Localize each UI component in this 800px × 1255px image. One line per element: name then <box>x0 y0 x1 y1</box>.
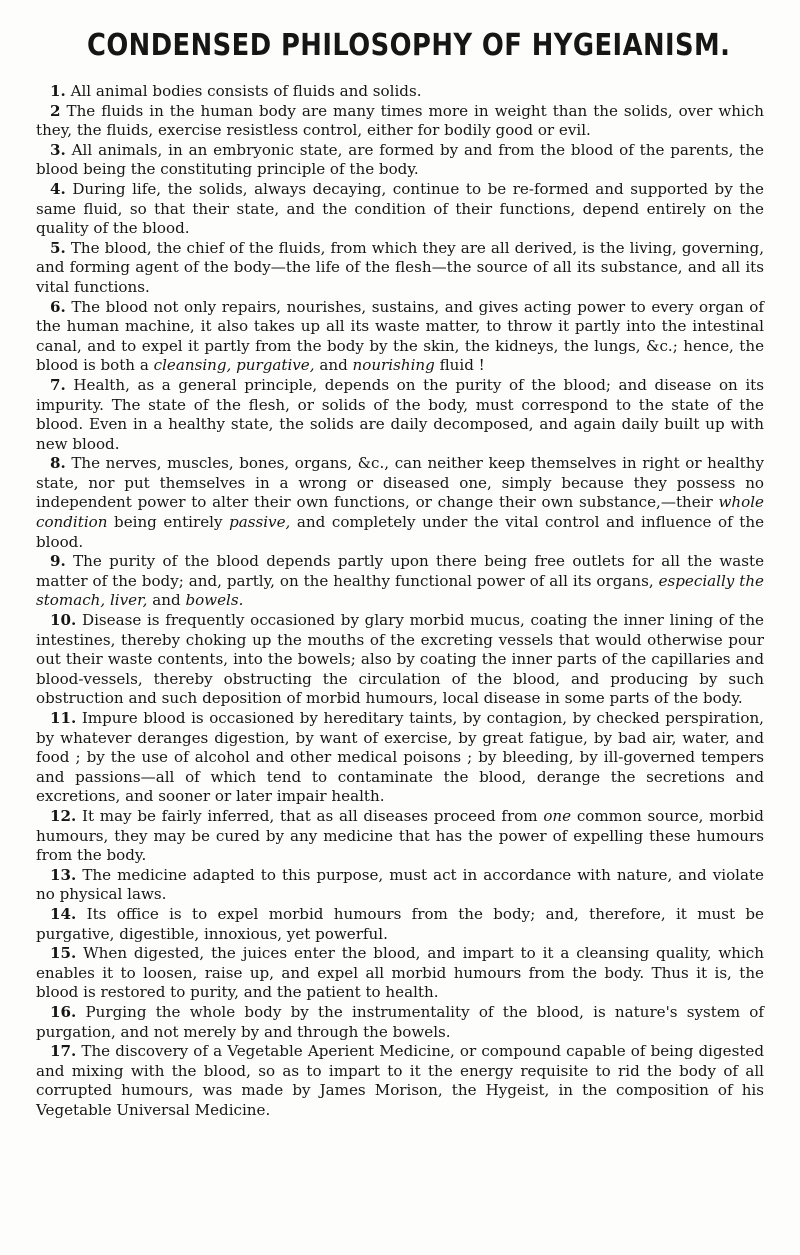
emphasis-text: nourishing <box>352 356 435 375</box>
paragraph <box>36 944 764 1003</box>
paragraph-text: and <box>147 591 186 610</box>
paragraph-text: and completely under the vital control and influence of the blood. <box>36 513 764 551</box>
paragraph-text: common source, morbid humours, they may be cured by any medicine that has the power of expelling these humours from the body. <box>36 806 764 865</box>
paragraph-number: 3. <box>50 140 66 159</box>
paragraph <box>36 298 764 376</box>
paragraph-text: The medicine adapted to this purpose, must act in accordance with nature, and violate no physical laws. <box>36 865 764 904</box>
paragraph <box>36 141 764 180</box>
paragraph-number: 14. <box>50 904 77 923</box>
document-body <box>36 82 764 1120</box>
paragraph-text: The fluids in the human body are many times more in weight than the solids, over which they, the fluids, exercise resistless control, either for bodily good or evil. <box>36 101 764 140</box>
emphasis-text: cleansing, purgative, <box>153 356 315 375</box>
paragraph <box>36 180 764 239</box>
paragraph-text: All animals, in an embryonic state, are formed by and from the blood of the parents, the blood being the constituting principle of the body. <box>36 140 764 179</box>
paragraph-text: Purging the whole body by the instrumentality of the blood, is nature's system of purgation, and not merely by and through the bowels. <box>36 1002 764 1041</box>
paragraph <box>36 807 764 866</box>
paragraph-number: 17. <box>50 1042 77 1061</box>
paragraph-number: 5. <box>50 238 66 257</box>
paragraph-text: Impure blood is occasioned by hereditary taints, by contagion, by checked perspiration, by whatever deranges digestion, by want of exercise, by great fatigue, by bad air, water, and food ; by the use of alcohol and other medical poisons ; by bleeding, by ill-governed tempers and passions—all of which tend to contaminate the blood, derange the secretions and excretions, and sooner or later impair health. <box>36 709 764 806</box>
paragraph-text: When digested, the juices enter the blood, and impart to it a cleansing quality, which enables it to loosen, raise up, and expel all morbid humours from the body. Thus it is, the blood is restored to purity, and the patient to health. <box>36 944 764 1002</box>
paragraph <box>36 1003 764 1042</box>
emphasis-text: especially the stomach, liver, <box>36 571 764 610</box>
paragraph-number: 4. <box>50 179 66 198</box>
paragraph-number: 15. <box>50 944 77 963</box>
paragraph-text: Its office is to expel morbid humours from the body; and, therefore, it must be purgative, digestible, innoxious, yet powerful. <box>36 904 764 943</box>
paragraph <box>36 82 764 102</box>
paragraph-text: The blood not only repairs, nourishes, sustains, and gives acting power to every organ of the human machine, it also takes up all its waste matter, to throw it partly into the intestinal canal, and to expel it partly from the body by the skin, the kidneys, the lungs, &c.; hence, the blood is both a <box>36 297 764 375</box>
paragraph <box>36 866 764 905</box>
paragraph-text: being entirely <box>107 513 230 532</box>
emphasis-text: whole condition <box>36 493 764 532</box>
paragraph-number: 16. <box>50 1002 77 1021</box>
paragraph-text: All animal bodies consists of fluids and solids. <box>70 82 422 100</box>
paragraph-text: The discovery of a Vegetable Aperient Medicine, or compound capable of being digested and mixing with the blood, so as to impart to it the energy requisite to rid the body of all corrupted humours, was made by James Morison, the Hygeist, in the composition of his Vegetable Universal Medicine. <box>36 1042 764 1119</box>
paragraph-text: fluid ! <box>434 356 485 375</box>
emphasis-text: bowels. <box>185 591 244 610</box>
paragraph <box>36 611 764 709</box>
paragraph <box>36 239 764 298</box>
paragraph-text: Disease is frequently occasioned by glary morbid mucus, coating the inner lining of the intestines, thereby choking up the mouths of the excreting vessels that would otherwise pour out their waste contents, into the bowels; also by coating the inner parts of the capillaries and blood-vessels, thereby obstructing the circulation of the blood, and producing by such obstruction and such deposition of morbid humours, local disease in some parts of the body. <box>36 611 764 708</box>
paragraph <box>36 376 764 454</box>
paragraph-text: During life, the solids, always decaying, continue to be re-formed and supported by the same fluid, so that their state, and the condition of their functions, depend entirely on the quality of the blood. <box>36 179 764 238</box>
paragraph-text: It may be fairly inferred, that as all diseases proceed from <box>82 806 544 825</box>
paragraph-text: The purity of the blood depends partly upon there being free outlets for all the waste matter of the body; and, partly, on the healthy functional power of all its organs, <box>36 552 765 590</box>
paragraph-number: 9. <box>50 552 66 571</box>
paragraph-number: 7. <box>50 375 66 394</box>
paragraph <box>36 454 764 552</box>
paragraph-number: 13. <box>50 865 77 884</box>
emphasis-text: one <box>543 806 572 825</box>
paragraph-number: 11. <box>50 709 77 727</box>
paragraph-text: Health, as a general principle, depends on the purity of the blood; and disease on its impurity. The state of the flesh, or solids of the body, must correspond to the state of the blood. Even in a healthy state, the solids are daily decomposed, and again daily built up with new blood. <box>36 375 764 453</box>
paragraph-number: 6. <box>50 297 66 316</box>
paragraph-text: The nerves, muscles, bones, organs, &c., can neither keep themselves in right or healthy state, nor put themselves in a wrong or diseased one, simply because they possess no independent power to alter their own functions, or change their own substance,—their <box>36 454 764 512</box>
paragraph-number: 8. <box>50 454 66 473</box>
paragraph-number: 10. <box>50 611 77 630</box>
paragraph <box>36 905 764 944</box>
emphasis-text: passive, <box>229 513 291 532</box>
paragraph-number: 2 <box>50 101 61 120</box>
paragraph-text: and <box>314 356 353 375</box>
paragraph-number: 1. <box>50 82 66 100</box>
paragraph-text: The blood, the chief of the fluids, from which they are all derived, is the living, governing, and forming agent of the body—the life of the flesh—the source of all its substance, and all its vital functions. <box>36 238 764 296</box>
paragraph-number: 12. <box>50 806 77 825</box>
paragraph <box>36 102 764 141</box>
page-title: CONDENSED PHILOSOPHY OF HYGEIANISM. <box>86 28 731 63</box>
paragraph <box>36 709 764 807</box>
paragraph <box>36 1042 764 1120</box>
paragraph <box>36 552 764 611</box>
